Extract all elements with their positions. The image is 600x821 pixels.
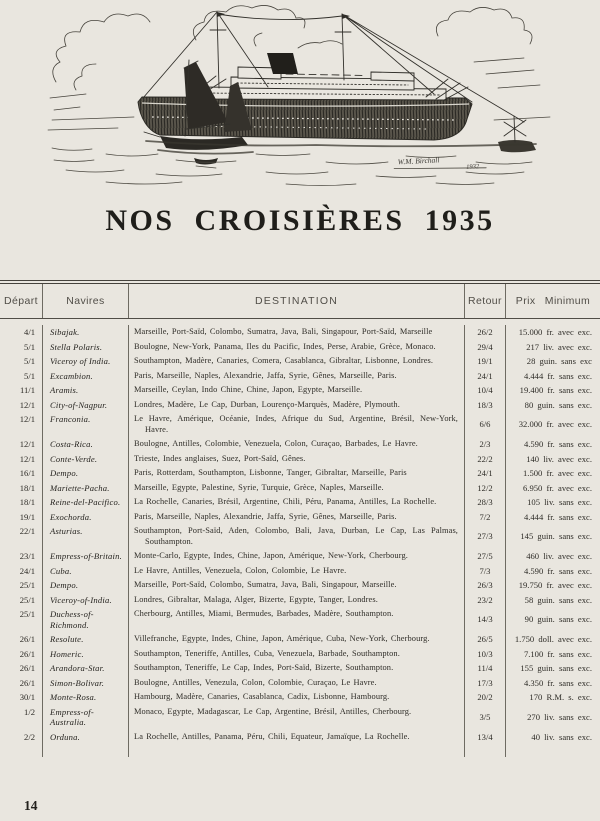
- cell-price: 1.500 fr. avec exc.: [505, 466, 600, 481]
- table-row: [0, 383, 600, 398]
- cell-price: 140 liv. avec exc.: [505, 452, 600, 467]
- table-row: [0, 593, 600, 608]
- cell-depart-date: 22/1: [19, 526, 35, 536]
- cell-depart-date: 5/1: [24, 341, 35, 352]
- cell-destination: Marseille, Port-Saïd, Colombo, Sumatra, Java, Bali, Singapour, Port-Saïd, Marseille: [128, 325, 464, 340]
- table-row: [0, 730, 600, 745]
- cell-destination: Boulogne, New-York, Panama, Iles du Pacific, Indes, Perse, Arabie, Grèce, Monaco.: [128, 340, 464, 355]
- cell-ship-name: Exochorda.: [42, 510, 128, 525]
- cell-depart-date: 5/1: [24, 370, 35, 381]
- cell-return-date: 23/2: [464, 593, 505, 608]
- cell-return-date: 7/3: [464, 564, 505, 579]
- cell-ship-name: Duchess-of-Richmond.: [42, 607, 128, 632]
- cell-ship-name: Homeric.: [42, 647, 128, 662]
- table-row: [0, 466, 600, 481]
- cell-ship-name: Orduna.: [42, 730, 128, 745]
- cell-depart-date: 26/1: [19, 663, 35, 673]
- cell-ship-name: Monte-Rosa.: [42, 690, 128, 705]
- signature-year: 1932: [465, 163, 480, 171]
- cell-price: 40 liv. sans exc.: [505, 730, 600, 745]
- cell-price: 90 guin. sans exc.: [505, 607, 600, 632]
- cell-depart-date: 16/1: [19, 468, 35, 478]
- cell-destination: Villefranche, Egypte, Indes, Chine, Japon, Amérique, Cuba, New-York, Cherbourg.: [128, 632, 464, 647]
- table-row: [0, 524, 600, 549]
- cell-return-date: 27/5: [464, 549, 505, 564]
- cell-return-date: 24/1: [464, 369, 505, 384]
- water-strokes: [52, 141, 536, 186]
- cell-return-date: 19/1: [464, 354, 505, 369]
- cell-depart-date: 25/1: [19, 609, 35, 619]
- cell-price: 105 liv. sans exc.: [505, 495, 600, 510]
- cell-destination: Southampton, Teneriffe, Antilles, Cuba, Venezuela, Barbade, Southampton.: [128, 647, 464, 662]
- cell-return-date: 29/4: [464, 340, 505, 355]
- cell-ship-name: Simon-Bolivar.: [42, 676, 128, 691]
- table-row: [0, 369, 600, 384]
- cell-return-date: 10/4: [464, 383, 505, 398]
- cell-ship-name: Viceroy-of-India.: [42, 593, 128, 608]
- cell-depart-date: 26/1: [19, 634, 35, 644]
- cell-destination: Southampton, Port-Saïd, Aden, Colombo, Bali, Java, Durban, Le Cap, Las Palmas, Southampton.: [128, 524, 464, 549]
- cell-price: 28 guin. sans exc: [505, 354, 600, 369]
- cell-ship-name: City-of-Nagpur.: [42, 398, 128, 413]
- cell-ship-name: Reine-del-Pacifico.: [42, 495, 128, 510]
- cell-depart-date: 18/1: [19, 497, 35, 507]
- cell-return-date: 20/2: [464, 690, 505, 705]
- cell-price: 15.000 fr. avec exc.: [505, 325, 600, 340]
- cell-depart-date: 12/1: [19, 399, 35, 410]
- cell-destination: Paris, Marseille, Naples, Alexandrie, Jaffa, Syrie, Gênes, Marseille, Paris.: [128, 510, 464, 525]
- cell-destination: La Rochelle, Antilles, Panama, Péru, Chili, Equateur, Jamaïque, La Rochelle.: [128, 730, 464, 745]
- cell-ship-name: Asturias.: [42, 524, 128, 549]
- cell-destination: Cherbourg, Antilles, Miami, Bermudes, Barbades, Madère, Southampton.: [128, 607, 464, 632]
- cell-price: 80 guin. sans exc.: [505, 398, 600, 413]
- cell-depart-date: 2/2: [24, 731, 35, 742]
- cell-ship-name: Aramis.: [42, 383, 128, 398]
- cell-return-date: 2/3: [464, 437, 505, 452]
- cell-destination: Le Havre, Amérique, Océanie, Indes, Afrique du Sud, Argentine, Brésil, New-York, Havre.: [128, 412, 464, 437]
- cell-destination: Boulogne, Antilles, Venezula, Colon, Colombie, Curaçao, Le Havre.: [128, 676, 464, 691]
- cell-ship-name: Empress-of-Australia.: [42, 705, 128, 730]
- cell-destination: Monaco, Egypte, Madagascar, Le Cap, Argentine, Brésil, Antilles, Cherbourg.: [128, 705, 464, 730]
- cell-ship-name: Empress-of-Britain.: [42, 549, 128, 564]
- cell-destination: Monte-Carlo, Egypte, Indes, Chine, Japon, Amérique, New-York, Cherbourg.: [128, 549, 464, 564]
- table-row: [0, 661, 600, 676]
- cell-price: 460 liv. avec exc.: [505, 549, 600, 564]
- cell-return-date: 11/4: [464, 661, 505, 676]
- cell-destination: Boulogne, Antilles, Colombie, Venezuela, Colon, Curaçao, Barbades, Le Havre.: [128, 437, 464, 452]
- header-depart: Départ: [4, 295, 38, 307]
- table-row: [0, 398, 600, 413]
- cell-depart-date: 30/1: [19, 692, 35, 702]
- cell-destination: Le Havre, Antilles, Venezuela, Colon, Colombie, Le Havre.: [128, 564, 464, 579]
- cell-ship-name: Stella Polaris.: [42, 340, 128, 355]
- cell-destination: Londres, Madère, Le Cap, Durban, Lourenço-Marquès, Madère, Plymouth.: [128, 398, 464, 413]
- cell-destination: Southampton, Madère, Canaries, Comera, Casablanca, Gibraltar, Lisbonne, Londres.: [128, 354, 464, 369]
- cell-ship-name: Conte-Verde.: [42, 452, 128, 467]
- cell-depart-date: 18/1: [19, 482, 35, 493]
- table-row: [0, 549, 600, 564]
- cell-destination: Southampton, Teneriffe, Le Cap, Indes, Port-Saïd, Bizerte, Southampton.: [128, 661, 464, 676]
- cell-destination: Trieste, Indes anglaises, Suez, Port-Saïd, Gênes.: [128, 452, 464, 467]
- cell-price: 32.000 fr. avec exc.: [505, 412, 600, 437]
- cell-price: 4.444 fr. sans exc.: [505, 369, 600, 384]
- cell-return-date: 26/5: [464, 632, 505, 647]
- cell-depart-date: 26/1: [19, 648, 35, 659]
- cell-return-date: 3/5: [464, 705, 505, 730]
- cell-price: 4.444 fr. sans exc.: [505, 510, 600, 525]
- cell-depart-date: 12/1: [19, 414, 35, 424]
- cell-ship-name: Resolute.: [42, 632, 128, 647]
- cell-price: 145 guin. sans exc.: [505, 524, 600, 549]
- table-row: [0, 510, 600, 525]
- cell-return-date: 10/3: [464, 647, 505, 662]
- cell-depart-date: 25/1: [19, 594, 35, 605]
- table-row: [0, 578, 600, 593]
- ocean-liner-illustration: [46, 2, 554, 192]
- cell-price: 4.590 fr. sans exc.: [505, 437, 600, 452]
- cell-ship-name: Dempo.: [42, 466, 128, 481]
- cell-destination: Marseille, Ceylan, Indo Chine, Chine, Japon, Egypte, Marseille.: [128, 383, 464, 398]
- table-header-row: [0, 284, 600, 319]
- cell-return-date: 26/2: [464, 325, 505, 340]
- cell-destination: Paris, Rotterdam, Southampton, Lisbonne, Tanger, Gibraltar, Marseille, Paris: [128, 466, 464, 481]
- table-row: [0, 340, 600, 355]
- cell-destination: Marseille, Port-Saïd, Colombo, Sumatra, Java, Bali, Singapour, Marseille.: [128, 578, 464, 593]
- dinghy: [194, 158, 218, 165]
- table-row: [0, 452, 600, 467]
- cell-price: 19.400 fr. sans exc.: [505, 383, 600, 398]
- cell-depart-date: 25/1: [19, 580, 35, 590]
- table-row: [0, 495, 600, 510]
- cell-ship-name: Excambion.: [42, 369, 128, 384]
- cell-price: 270 liv. sans exc.: [505, 705, 600, 730]
- cell-price: 170 R.M. s. exc.: [505, 690, 600, 705]
- cell-depart-date: 11/1: [20, 385, 35, 395]
- page-number: 14: [24, 798, 38, 813]
- cell-price: 58 guin. sans exc.: [505, 593, 600, 608]
- cell-price: 19.750 fr. avec exc.: [505, 578, 600, 593]
- header-navires: Navires: [42, 284, 128, 318]
- table-row: [0, 412, 600, 437]
- cell-depart-date: 12/1: [19, 439, 35, 449]
- cell-return-date: 18/3: [464, 398, 505, 413]
- table-row: [0, 690, 600, 705]
- header-destination: DESTINATION: [128, 284, 464, 318]
- cell-depart-date: 12/1: [19, 453, 35, 464]
- cell-return-date: 27/3: [464, 524, 505, 549]
- cell-price: 4.590 fr. sans exc.: [505, 564, 600, 579]
- cell-return-date: 22/2: [464, 452, 505, 467]
- table-row: [0, 632, 600, 647]
- cell-return-date: 12/2: [464, 481, 505, 496]
- cell-ship-name: Franconia.: [42, 412, 128, 437]
- header-retour: Retour: [464, 284, 505, 318]
- page-title: NOS CROISIÈRES 1935: [105, 204, 495, 237]
- cell-return-date: 24/1: [464, 466, 505, 481]
- signature-text: W.M. Birchall: [397, 155, 440, 167]
- table-row: [0, 705, 600, 730]
- cell-price: 217 liv. avec exc.: [505, 340, 600, 355]
- cell-destination: Hambourg, Madère, Canaries, Casablanca, Cadix, Lisbonne, Hambourg.: [128, 690, 464, 705]
- cell-destination: Paris, Marseille, Naples, Alexandrie, Jaffa, Syrie, Gênes, Marseille, Paris.: [128, 369, 464, 384]
- cell-ship-name: Mariette-Pacha.: [42, 481, 128, 496]
- table-row: [0, 564, 600, 579]
- cell-ship-name: Dempo.: [42, 578, 128, 593]
- cell-ship-name: Cuba.: [42, 564, 128, 579]
- cell-return-date: 17/3: [464, 676, 505, 691]
- cell-return-date: 14/3: [464, 607, 505, 632]
- cell-depart-date: 26/1: [19, 677, 35, 688]
- cell-ship-name: Viceroy of India.: [42, 354, 128, 369]
- table-filler-row: [0, 744, 600, 757]
- cell-return-date: 13/4: [464, 730, 505, 745]
- cell-depart-date: 24/1: [19, 565, 35, 576]
- cell-depart-date: 4/1: [24, 327, 35, 337]
- small-boat-right: [498, 116, 536, 152]
- cell-destination: Marseille, Egypte, Palestine, Syrie, Turquie, Grèce, Naples, Marseille.: [128, 481, 464, 496]
- cell-destination: Londres, Gibraltar, Malaga, Alger, Bizerte, Egypte, Tanger, Londres.: [128, 593, 464, 608]
- table-row: [0, 354, 600, 369]
- table-row: [0, 481, 600, 496]
- cell-depart-date: 5/1: [24, 356, 35, 366]
- cell-depart-date: 19/1: [19, 511, 35, 522]
- cell-return-date: 6/6: [464, 412, 505, 437]
- cell-depart-date: 1/2: [24, 706, 35, 717]
- cell-price: 1.750 doll. avec exc.: [505, 632, 600, 647]
- cruise-schedule-table: [0, 280, 600, 757]
- table-row: [0, 607, 600, 632]
- cell-ship-name: Sibajak.: [42, 325, 128, 340]
- table-row: [0, 325, 600, 340]
- cell-destination: La Rochelle, Canaries, Brésil, Argentine, Chili, Péru, Panama, Antilles, La Rochelle.: [128, 495, 464, 510]
- cell-price: 7.100 fr. sans exc.: [505, 647, 600, 662]
- cell-return-date: 26/3: [464, 578, 505, 593]
- artist-signature: [394, 153, 487, 175]
- cell-return-date: 7/2: [464, 510, 505, 525]
- header-prix: Prix Minimum: [505, 284, 600, 318]
- table-body: [0, 319, 600, 744]
- cell-price: 155 guin. sans exc.: [505, 661, 600, 676]
- cell-price: 6.950 fr. avec exc.: [505, 481, 600, 496]
- table-row: [0, 647, 600, 662]
- cell-price: 4.350 fr. sans exc.: [505, 676, 600, 691]
- table-row: [0, 437, 600, 452]
- cell-return-date: 28/3: [464, 495, 505, 510]
- cell-ship-name: Arandora-Star.: [42, 661, 128, 676]
- cell-ship-name: Costa-Rica.: [42, 437, 128, 452]
- cell-depart-date: 23/1: [19, 551, 35, 561]
- table-row: [0, 676, 600, 691]
